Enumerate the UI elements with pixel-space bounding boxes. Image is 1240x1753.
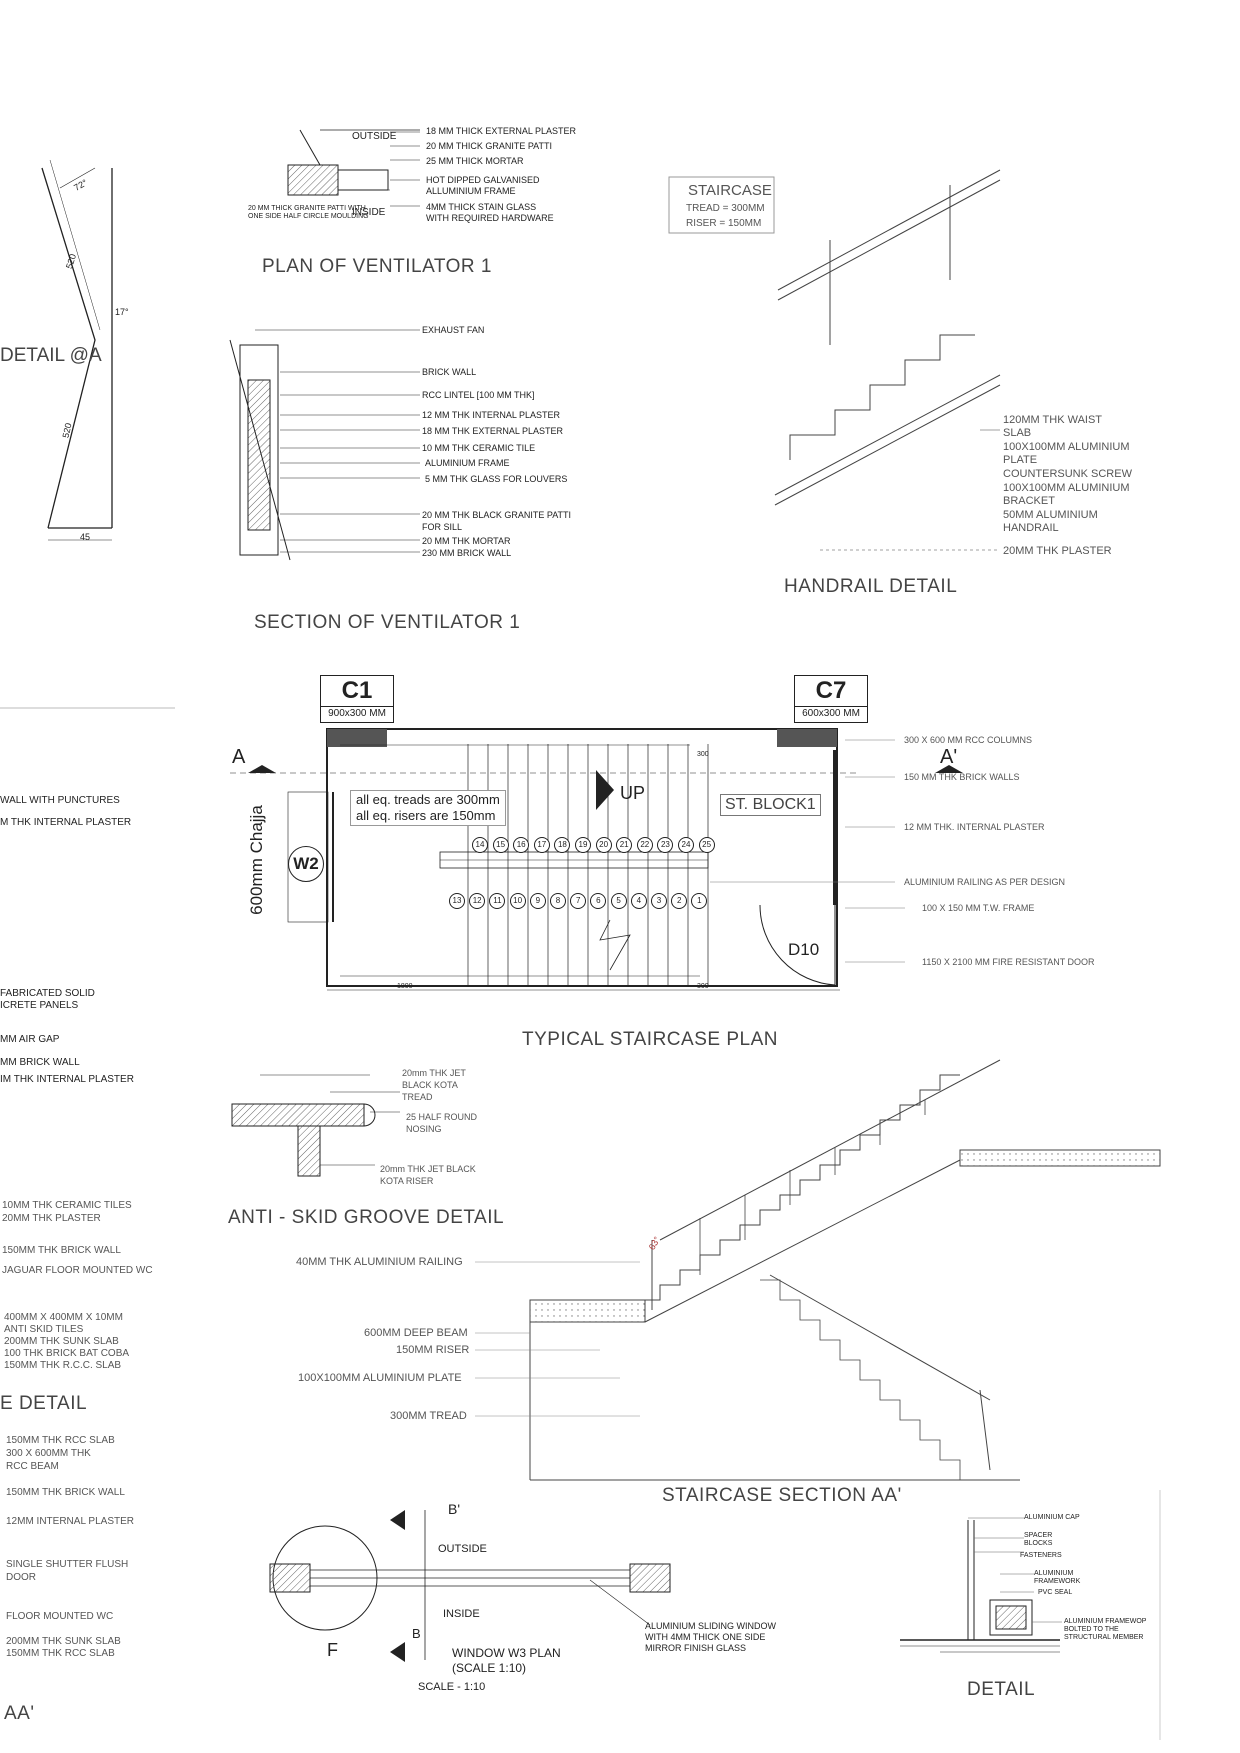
ventilator-section-label: RCC LINTEL [100 MM THK]	[422, 390, 535, 400]
left-label: 200MM THK SUNK SLAB	[6, 1636, 121, 1647]
anti-skid-label: KOTA RISER	[380, 1176, 434, 1186]
plan-label: 1150 X 2100 MM FIRE RESISTANT DOOR	[922, 957, 1095, 967]
railing-label: SPACER	[1024, 1532, 1053, 1539]
step-number: 24	[678, 837, 694, 853]
left-label: 150MM THK RCC SLAB	[6, 1648, 115, 1659]
step-number: 9	[530, 893, 546, 909]
column-c7-size: 600x300 MM	[802, 708, 860, 719]
window-f: F	[327, 1640, 338, 1660]
block-label: ST. BLOCK1	[720, 794, 821, 816]
handrail-label: 50MM ALUMINIUM	[1003, 509, 1098, 521]
ventilator-plan-left-note-2: ONE SIDE HALF CIRCLE MOULDING	[248, 213, 369, 220]
anti-skid-label: 25 HALF ROUND	[406, 1112, 478, 1122]
step-number: 6	[590, 893, 606, 909]
left-label: JAGUAR FLOOR MOUNTED WC	[2, 1265, 153, 1276]
anti-skid-label: BLACK KOTA	[402, 1080, 458, 1090]
left-label: ANTI SKID TILES	[4, 1324, 84, 1335]
anti-skid-label: TREAD	[402, 1092, 433, 1102]
railing-label: ALUMINIUM FRAMEWOP	[1064, 1618, 1147, 1625]
ventilator-plan-inside: INSIDE	[352, 207, 386, 218]
ventilator-plan-left-note-1: 20 MM THICK GRANITE PATTI WITH	[248, 205, 366, 212]
step-number: 16	[513, 837, 529, 853]
handrail-label: BRACKET	[1003, 495, 1055, 507]
left-detail-title: E DETAIL	[0, 1393, 88, 1414]
section-label: 150MM RISER	[396, 1344, 470, 1356]
step-number: 15	[493, 837, 509, 853]
staircase-box-title: STAIRCASE	[688, 182, 772, 199]
left-label: 10MM THK CERAMIC TILES	[2, 1200, 132, 1211]
railing-label: FASTENERS	[1020, 1552, 1062, 1559]
ventilator-plan-label: 25 MM THICK MORTAR	[426, 156, 524, 166]
handrail-label: SLAB	[1003, 427, 1032, 439]
ventilator-section-drawing	[230, 330, 420, 560]
left-label: WALL WITH PUNCTURES	[0, 795, 120, 806]
ventilator-plan-outside: OUTSIDE	[352, 131, 397, 142]
step-number: 1	[691, 893, 707, 909]
ventilator-section-label: 20 MM THK BLACK GRANITE PATTI	[422, 510, 572, 520]
step-number: 18	[554, 837, 570, 853]
ventilator-plan-label: HOT DIPPED GALVANISED	[426, 175, 540, 185]
column-c1-label: C1	[321, 676, 393, 707]
door-d10-label: D10	[788, 940, 820, 959]
plan-label: 150 MM THK BRICK WALLS	[904, 772, 1020, 782]
handrail-label: 100X100MM ALUMINIUM	[1003, 482, 1130, 494]
window-label: MIRROR FINISH GLASS	[645, 1643, 747, 1653]
railing-label: ALUMINIUM	[1034, 1570, 1074, 1577]
staircase-note	[350, 790, 506, 826]
section-label: 40MM THK ALUMINIUM RAILING	[296, 1256, 463, 1268]
handrail-label: 100X100MM ALUMINIUM	[1003, 441, 1130, 453]
column-c1-tag	[320, 675, 394, 723]
step-number: 13	[449, 893, 465, 909]
staircase-note-line1: all eq. treads are 300mm	[356, 792, 500, 807]
left-label: FLOOR MOUNTED WC	[6, 1611, 114, 1622]
handrail-label: HANDRAIL	[1003, 522, 1059, 534]
ventilator-section-label: FOR SILL	[422, 522, 463, 532]
left-label: 150MM THK RCC SLAB	[6, 1435, 115, 1446]
left-label: MM BRICK WALL	[0, 1057, 80, 1068]
ventilator-section-label: BRICK WALL	[422, 367, 477, 377]
dim-300-top: 300	[697, 751, 709, 758]
step-number: 23	[657, 837, 673, 853]
ventilator-plan-label: ALLUMINIUM FRAME	[426, 186, 516, 196]
ventilator-plan-label: 20 MM THICK GRANITE PATTI	[426, 141, 553, 151]
left-label: 12MM INTERNAL PLASTER	[6, 1516, 134, 1527]
railing-label: FRAMEWORK	[1034, 1578, 1081, 1585]
handrail-label: 20MM THK PLASTER	[1003, 545, 1112, 557]
left-label: M THK INTERNAL PLASTER	[0, 817, 132, 828]
left-label: FABRICATED SOLID	[0, 988, 95, 999]
anti-skid-label: NOSING	[406, 1124, 442, 1134]
window-label: WITH 4MM THICK ONE SIDE	[645, 1632, 766, 1642]
railing-label: BLOCKS	[1024, 1540, 1053, 1547]
step-number: 20	[596, 837, 612, 853]
ventilator-section-label: 5 MM THK GLASS FOR LOUVERS	[425, 474, 568, 484]
window-plan-scale-note: (SCALE 1:10)	[452, 1661, 527, 1675]
detail-a-angle-mid: 17°	[115, 307, 129, 317]
ventilator-section-label: 18 MM THK EXTERNAL PLASTER	[422, 426, 564, 436]
detail-a-angle-top: 72°	[72, 177, 89, 193]
step-number: 25	[699, 837, 715, 853]
left-label: SINGLE SHUTTER FLUSH	[6, 1559, 129, 1570]
ventilator-section-label: 20 MM THK MORTAR	[422, 536, 511, 546]
ventilator-section-label: EXHAUST FAN	[422, 325, 485, 335]
anti-skid-label: 20mm THK JET BLACK	[380, 1164, 476, 1174]
ventilator-section-label: ALUMINIUM FRAME	[425, 458, 510, 468]
plan-label: 300 X 600 MM RCC COLUMNS	[904, 735, 1033, 745]
window-plan-title: WINDOW W3 PLAN	[452, 1646, 561, 1660]
railing-label: PVC SEAL	[1038, 1589, 1073, 1596]
staircase-section-title: STAIRCASE SECTION AA'	[662, 1485, 902, 1506]
step-number: 7	[570, 893, 586, 909]
left-label: 150MM THK BRICK WALL	[2, 1245, 121, 1256]
step-number: 17	[534, 837, 550, 853]
anti-skid-label: 20mm THK JET	[402, 1068, 466, 1078]
left-label: MM AIR GAP	[0, 1034, 60, 1045]
section-label: 100X100MM ALUMINIUM PLATE	[298, 1372, 462, 1384]
left-label: 100 THK BRICK BAT COBA	[4, 1348, 130, 1359]
ventilator-plan-title: PLAN OF VENTILATOR 1	[262, 256, 492, 277]
window-b-prime: B'	[448, 1501, 461, 1517]
chajja-label: 600mm Chajja	[247, 805, 266, 915]
step-number: 12	[469, 893, 485, 909]
anti-skid-drawing	[232, 1075, 400, 1176]
window-label: ALUMINIUM SLIDING WINDOW	[645, 1621, 777, 1631]
window-plan-scale: SCALE - 1:10	[418, 1681, 486, 1693]
ventilator-plan-label: 18 MM THICK EXTERNAL PLASTER	[426, 126, 577, 136]
ventilator-section-label: 230 MM BRICK WALL	[422, 548, 512, 558]
handrail-label: 120MM THK WAIST	[1003, 414, 1103, 426]
detail-a-dim-lower: 520	[60, 422, 74, 439]
step-number: 11	[489, 893, 505, 909]
dim-300-bottom: 300	[697, 983, 709, 990]
step-number: 19	[575, 837, 591, 853]
window-w2-label: W2	[293, 854, 319, 873]
railing-label: STRUCTURAL MEMBER	[1064, 1634, 1144, 1641]
anti-skid-title: ANTI - SKID GROOVE DETAIL	[228, 1207, 505, 1228]
step-number: 8	[550, 893, 566, 909]
section-marker-a: A	[232, 746, 246, 768]
step-number: 14	[472, 837, 488, 853]
railing-label: BOLTED TO THE	[1064, 1626, 1119, 1633]
staircase-plan-drawing	[230, 729, 963, 990]
left-label: 20MM THK PLASTER	[2, 1213, 101, 1224]
step-number: 2	[671, 893, 687, 909]
step-number: 5	[611, 893, 627, 909]
section-angle: 63°	[646, 1234, 663, 1252]
column-c7-label: C7	[795, 676, 867, 707]
step-number: 10	[510, 893, 526, 909]
handrail-detail-drawing	[775, 170, 1000, 550]
step-number: 3	[651, 893, 667, 909]
detail-a-dim-upper: 520	[63, 252, 79, 271]
section-label: 300MM TREAD	[390, 1410, 467, 1422]
staircase-plan-title: TYPICAL STAIRCASE PLAN	[522, 1029, 778, 1050]
window-outside: OUTSIDE	[438, 1543, 487, 1555]
railing-label: ALUMINIUM CAP	[1024, 1514, 1080, 1521]
column-c7-tag	[794, 675, 868, 723]
section-marker-a-prime: A'	[940, 746, 958, 768]
left-label: DOOR	[6, 1572, 36, 1583]
staircase-box-riser: RISER = 150MM	[686, 218, 762, 229]
left-label: 300 X 600MM THK	[6, 1448, 91, 1459]
left-label: 150MM THK R.C.C. SLAB	[4, 1360, 122, 1371]
left-label: IM THK INTERNAL PLASTER	[0, 1074, 134, 1085]
section-label: 600MM DEEP BEAM	[364, 1327, 468, 1339]
window-w2-tag	[288, 846, 324, 882]
left-label: RCC BEAM	[6, 1461, 59, 1472]
railing-detail-title: DETAIL	[967, 1679, 1036, 1700]
left-section-label: AA'	[4, 1703, 35, 1724]
handrail-label: PLATE	[1003, 454, 1038, 466]
dim-1800: 1800	[397, 983, 413, 990]
detail-a-dim-width: 45	[80, 532, 91, 542]
window-inside: INSIDE	[443, 1608, 480, 1620]
ventilator-section-title: SECTION OF VENTILATOR 1	[254, 612, 521, 633]
column-c1-size: 900x300 MM	[328, 708, 386, 719]
step-number: 22	[637, 837, 653, 853]
ventilator-section-label: 10 MM THK CERAMIC TILE	[422, 443, 536, 453]
plan-label: ALUMINIUM RAILING AS PER DESIGN	[904, 877, 1066, 887]
left-label: 150MM THK BRICK WALL	[6, 1487, 125, 1498]
ventilator-plan-label: WITH REQUIRED HARDWARE	[426, 213, 554, 223]
staircase-section-drawing	[475, 1060, 1160, 1480]
handrail-label: COUNTERSUNK SCREW	[1003, 468, 1132, 480]
plan-label: 100 X 150 MM T.W. FRAME	[922, 903, 1035, 913]
left-label: 400MM X 400MM X 10MM	[4, 1312, 123, 1323]
step-number: 4	[631, 893, 647, 909]
left-label: 200MM THK SUNK SLAB	[4, 1336, 119, 1347]
up-label: UP	[620, 783, 646, 803]
window-b: B	[412, 1626, 421, 1641]
handrail-title: HANDRAIL DETAIL	[784, 576, 958, 597]
step-number: 21	[616, 837, 632, 853]
staircase-box-tread: TREAD = 300MM	[686, 203, 765, 214]
ventilator-plan-label: 4MM THICK STAIN GLASS	[426, 202, 537, 212]
staircase-note-line2: all eq. risers are 150mm	[356, 808, 496, 823]
detail-a-title: DETAIL @A	[0, 345, 102, 366]
ventilator-section-label: 12 MM THK INTERNAL PLASTER	[422, 410, 561, 420]
plan-label: 12 MM THK. INTERNAL PLASTER	[904, 822, 1045, 832]
left-label: ICRETE PANELS	[0, 1000, 79, 1011]
